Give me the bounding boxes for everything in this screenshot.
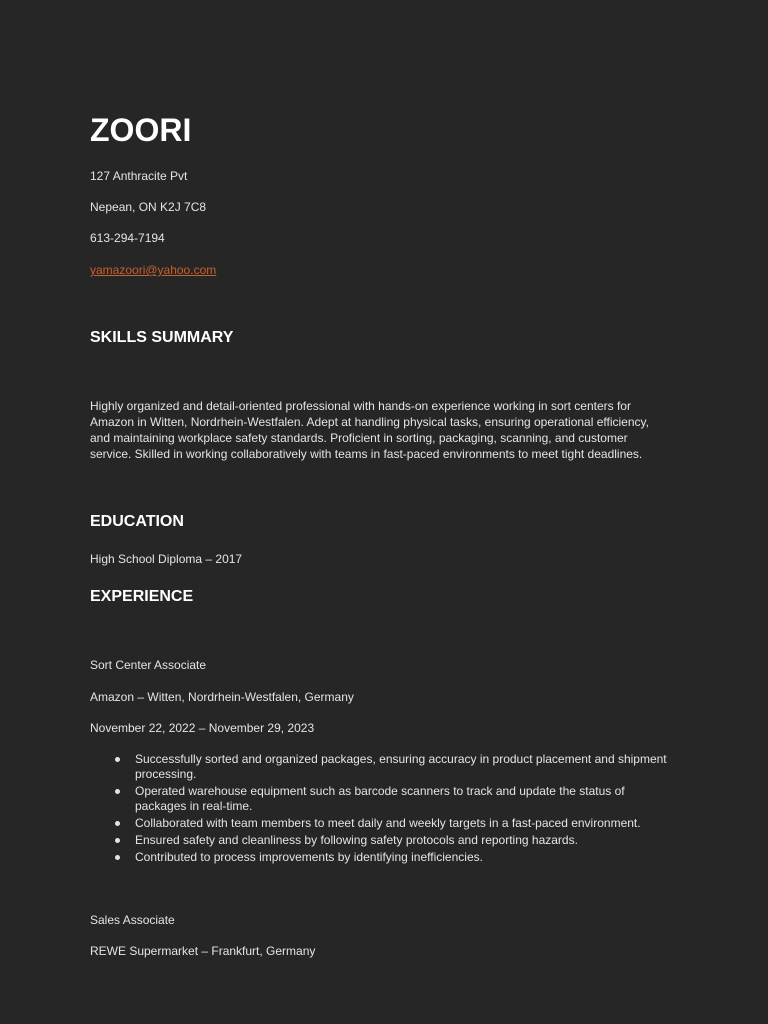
skills-summary-text: Highly organized and detail-oriented professional with hands-on experience working in sort centers for Amazon in Witten, Nordrhein-Westfalen. Adept at handling physical tasks, ensuring operational efficiency, and maintaining workplace safety standards. Proficient in sorting, packaging, scanning, and customer service. Skilled in working collaboratively with teams in fast-paced environments to meet tight deadlines. — [90, 399, 649, 461]
education-heading: EDUCATION — [90, 513, 184, 530]
experience-section — [90, 587, 678, 959]
phone-number: 613-294-7194 — [90, 231, 165, 245]
skills-summary-section — [90, 328, 678, 470]
job-bullet-list — [90, 752, 673, 867]
bullet-icon — [115, 838, 120, 843]
job-bullet — [90, 850, 673, 865]
job-title: Sort Center Associate — [90, 658, 207, 672]
experience-heading: EXPERIENCE — [90, 588, 194, 605]
job-employer: REWE Supermarket – Frankfurt, Germany — [90, 944, 316, 958]
bullet-icon — [115, 821, 120, 826]
skills-summary-heading: SKILLS SUMMARY — [90, 329, 234, 346]
address-line-1: 127 Anthracite Pvt — [90, 169, 188, 183]
contact-info — [90, 112, 678, 278]
job-entry — [90, 657, 678, 867]
job-dates: November 22, 2022 – November 29, 2023 — [90, 721, 315, 735]
job-bullet — [90, 752, 673, 782]
job-bullet — [90, 816, 673, 831]
email-link[interactable]: yamazoori@yahoo.com — [90, 263, 217, 277]
bullet-text: Contributed to process improvements by identifying inefficiencies. — [135, 850, 483, 864]
candidate-name: ZOORI — [90, 112, 192, 148]
bullet-icon — [115, 757, 120, 762]
bullet-text: Ensured safety and cleanliness by following safety protocols and reporting hazards. — [135, 833, 578, 847]
job-entry — [90, 912, 678, 959]
job-title: Sales Associate — [90, 913, 175, 927]
bullet-text: Collaborated with team members to meet daily and weekly targets in a fast-paced environment. — [135, 816, 641, 830]
education-item: High School Diploma – 2017 — [90, 552, 243, 566]
job-employer: Amazon – Witten, Nordrhein-Westfalen, Germany — [90, 690, 354, 704]
education-section — [90, 512, 678, 567]
job-bullet — [90, 833, 673, 848]
bullet-text: Successfully sorted and organized packages, ensuring accuracy in product placement and shipment processing. — [135, 752, 667, 781]
bullet-icon — [115, 855, 120, 860]
job-bullet — [90, 784, 673, 814]
bullet-text: Operated warehouse equipment such as barcode scanners to track and update the status of packages in real-time. — [135, 784, 625, 813]
bullet-icon — [115, 789, 120, 794]
address-line-2: Nepean, ON K2J 7C8 — [90, 200, 207, 214]
